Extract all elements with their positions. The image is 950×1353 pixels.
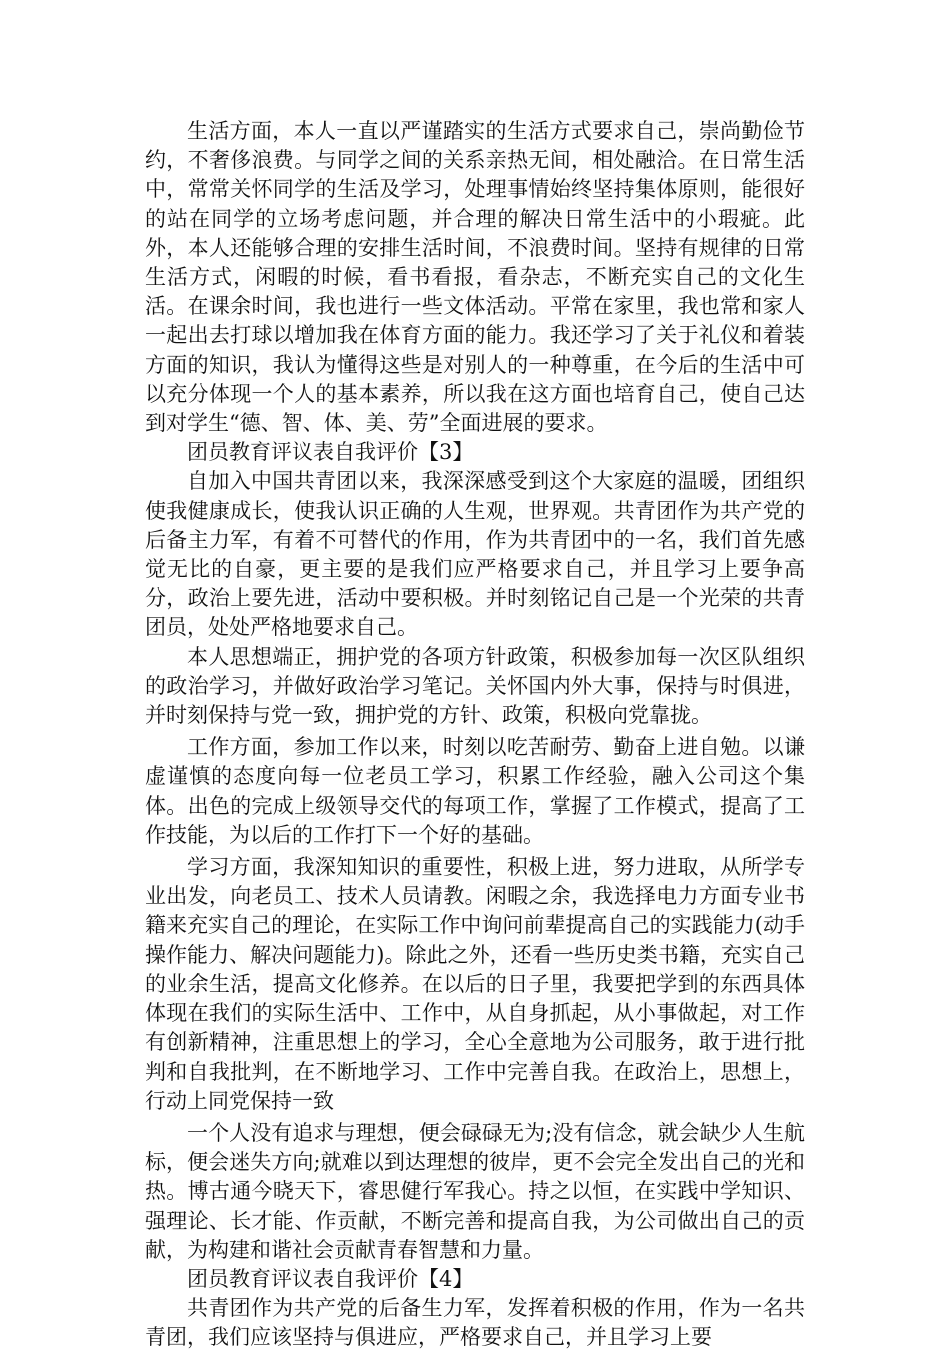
section-heading-3: 团员教育评议表自我评价【3】 bbox=[187, 440, 474, 465]
paragraph-thinking: 本人思想端正，拥护党的各项方针政策，积极参加每一次区队组织的政治学习，并做好政治学习笔记。关怀国内外大事，保持与时俱进，并时刻保持与党一致，拥护党的方针、政策，积极向党靠拢。 bbox=[145, 644, 805, 728]
paragraph-ideals: 一个人没有追求与理想，便会碌碌无为;没有信念，就会缺少人生航标，便会迷失方向;就难以到达理想的彼岸，更不会完全发出自己的光和热。博古通今晓天下，睿思健行军我心。持之以恒，在实践中学知识、强理论、长才能、作贡献，不断完善和提高自我，为公司做出自己的贡献，为构建和谐社会贡献青春智慧和力量。 bbox=[145, 1120, 805, 1262]
document-page bbox=[145, 117, 805, 1353]
section-heading-4: 团员教育评议表自我评价【4】 bbox=[187, 1266, 474, 1291]
paragraph-life: 生活方面，本人一直以严谨踏实的生活方式要求自己，崇尚勤俭节约，不奢侈浪费。与同学之间的关系亲热无间，相处融洽。在日常生活中，常常关怀同学的生活及学习，处理事情始终坚持集体原则，能很好的站在同学的立场考虑问题，并合理的解决日常生活中的小瑕疵。此外，本人还能够合理的安排生活时间，不浪费时间。坚持有规律的日常生活方式，闲暇的时候，看书看报，看杂志，不断充实自己的文化生活。在课余时间，我也进行一些文体活动。平常在家里，我也常和家人一起出去打球以增加我在体育方面的能力。我还学习了关于礼仪和着装方面的知识，我认为懂得这些是对别人的一种尊重，在今后的生活中可以充分体现一个人的基本素养，所以我在这方面也培育自己，使自己达到对学生“德、智、体、美、劳”全面进展的要求。 bbox=[145, 119, 805, 436]
paragraph-reserve-force: 共青团作为共产党的后备生力军，发挥着积极的作用，作为一名共青团，我们应该坚持与俱进应，严格要求自己，并且学习上要 bbox=[145, 1296, 805, 1350]
paragraph-joining-league: 自加入中国共青团以来，我深深感受到这个大家庭的温暖，团组织使我健康成长，使我认识正确的人生观，世界观。共青团作为共产党的后备主力军，有着不可替代的作用，作为共青团中的一名，我们首先感觉无比的自豪，更主要的是我们应严格要求自己，并且学习上要争高分，政治上要先进，活动中要积极。并时刻铭记自己是一个光荣的共青团员，处处严格地要求自己。 bbox=[145, 469, 805, 640]
paragraph-work: 工作方面，参加工作以来，时刻以吃苦耐劳、勤奋上进自勉。以谦虚谨慎的态度向每一位老员工学习，积累工作经验，融入公司这个集体。出色的完成上级领导交代的每项工作，掌握了工作模式，提高了工作技能，为以后的工作打下一个好的基础。 bbox=[145, 735, 805, 847]
paragraph-study: 学习方面，我深知知识的重要性，积极上进，努力进取，从所学专业出发，向老员工、技术人员请教。闲暇之余，我选择电力方面专业书籍来充实自己的理论，在实际工作中询问前辈提高自己的实践能力(动手操作能力、解决问题能力)。除此之外，还看一些历史类书籍，充实自己的业余生活，提高文化修养。在以后的日子里，我要把学到的东西具体体现在我们的实际生活中、工作中，从自身抓起，从小事做起，对工作有创新精神，注重思想上的学习，全心全意地为公司服务，敢于进行批判和自我批判，在不断地学习、工作中完善自我。在政治上，思想上，行动上同党保持一致 bbox=[145, 855, 805, 1113]
